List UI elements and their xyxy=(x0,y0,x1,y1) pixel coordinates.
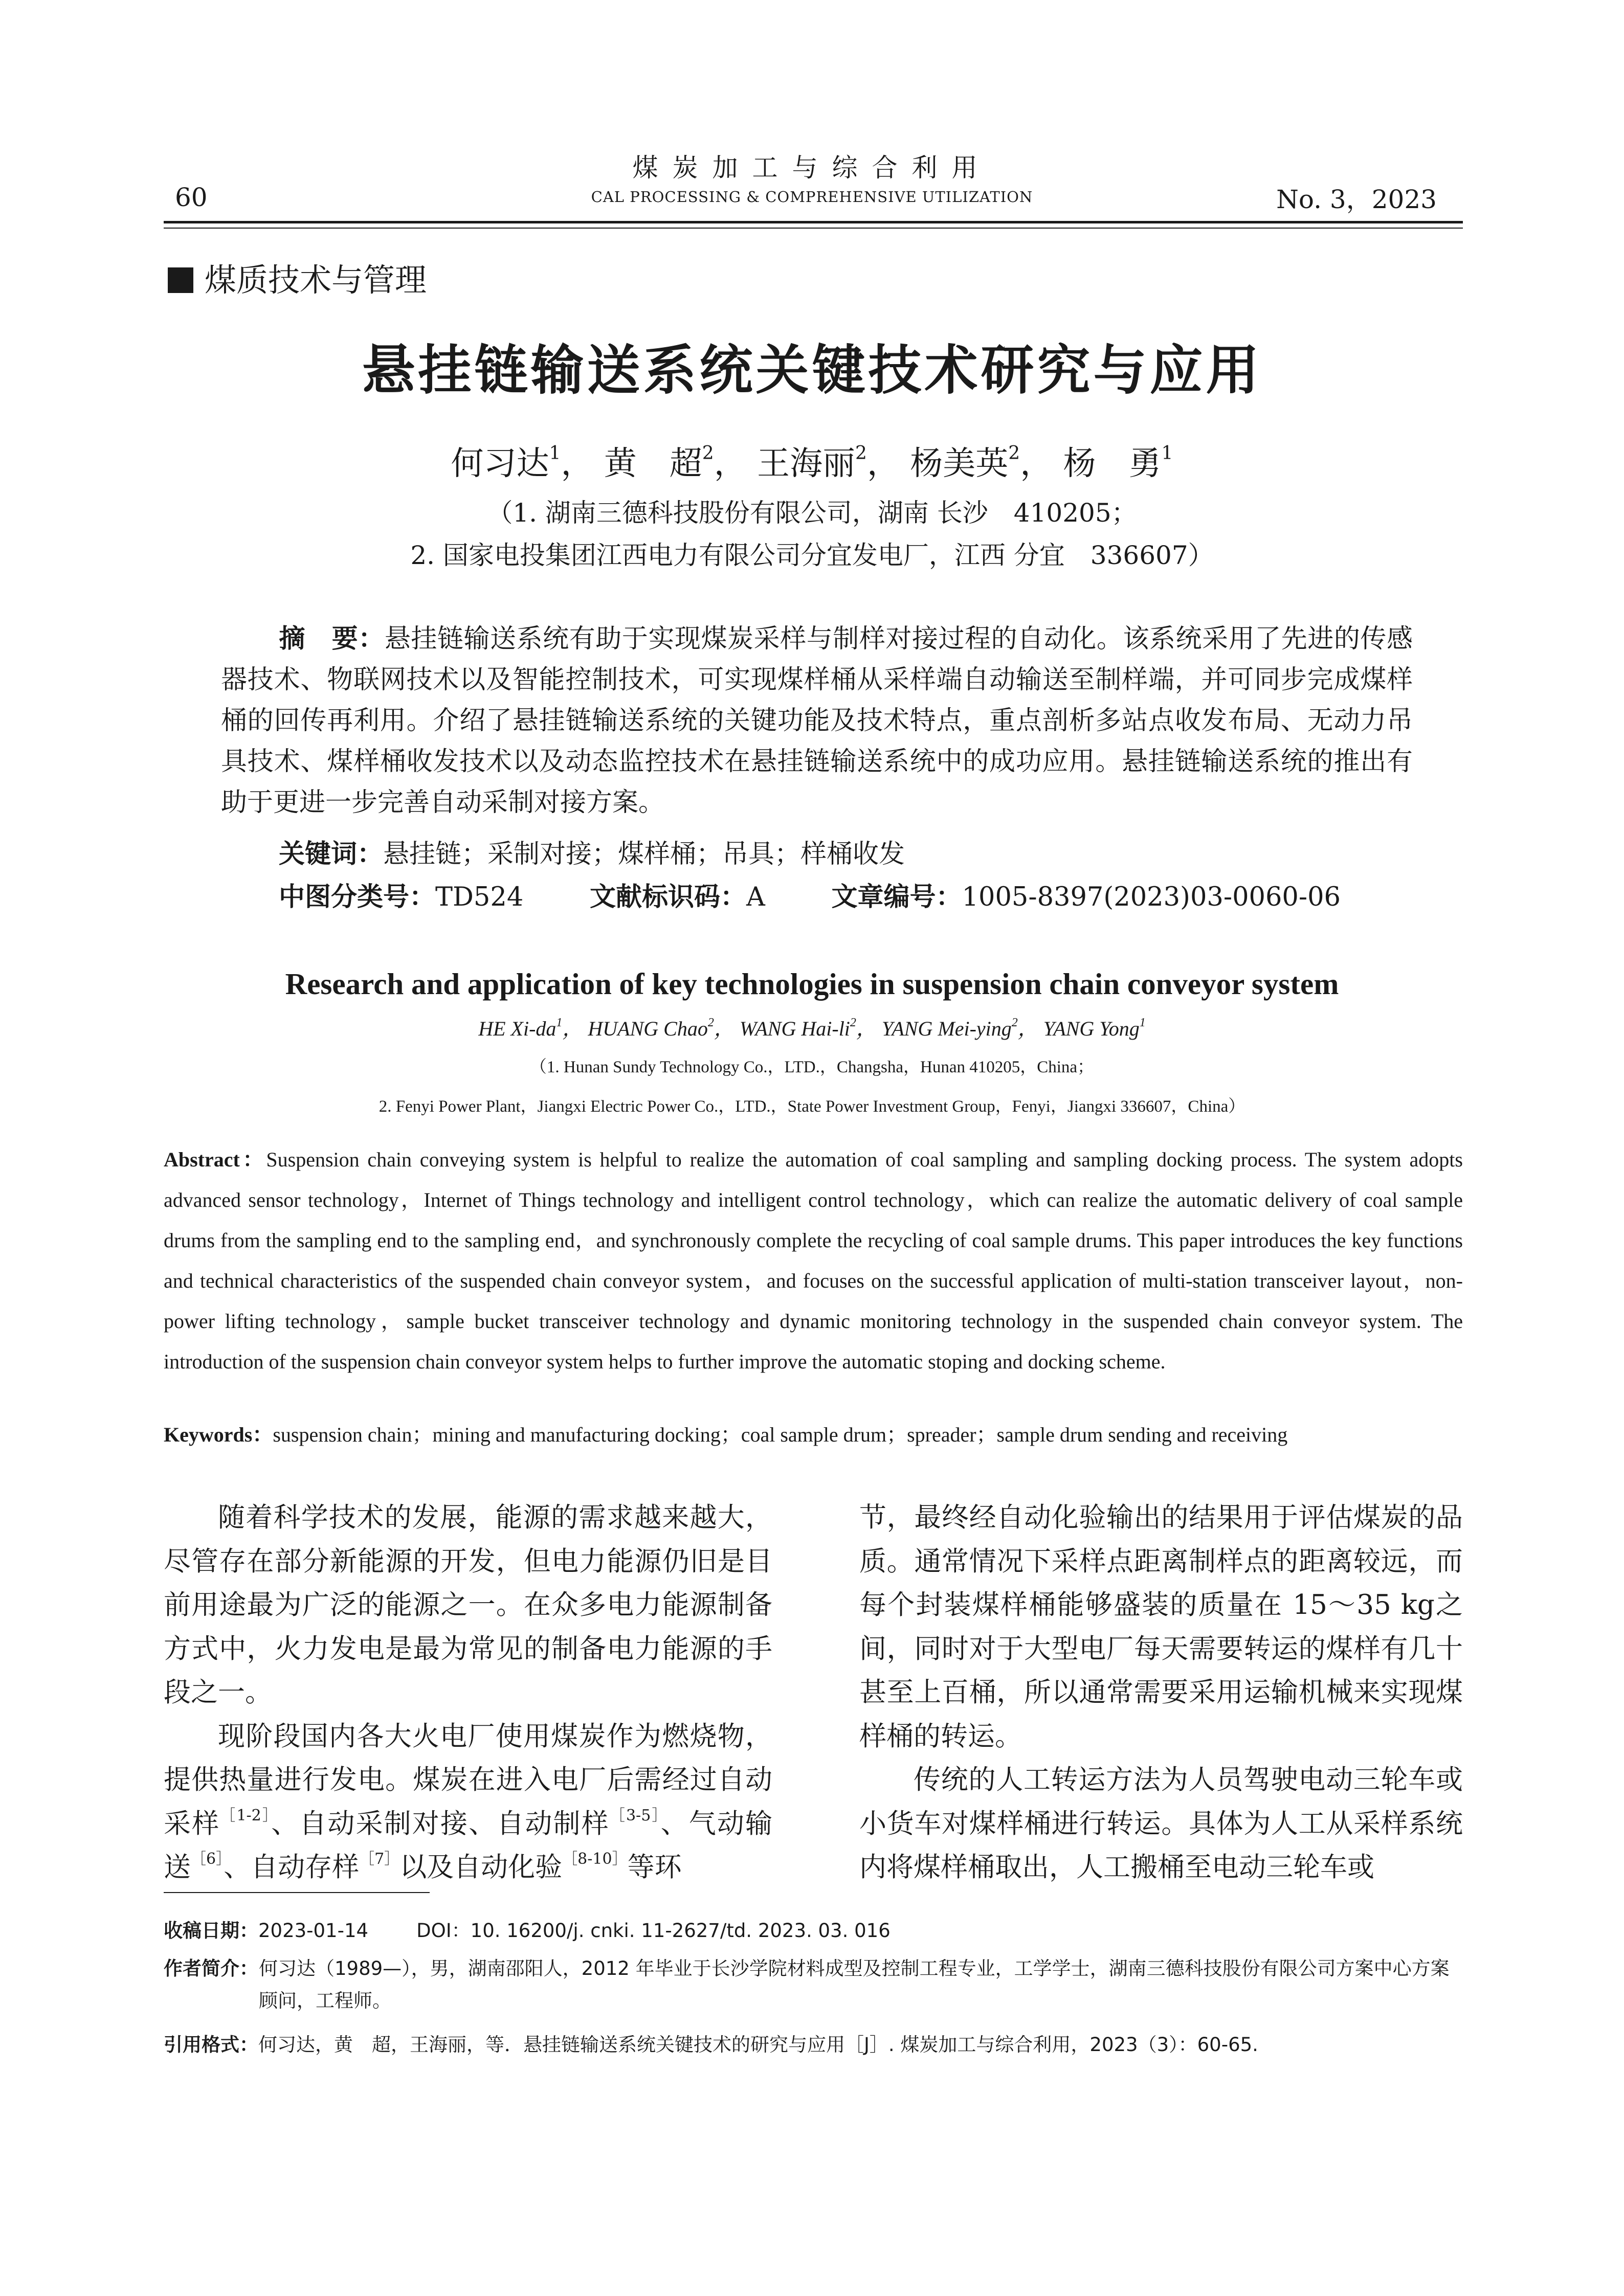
clc-value: TD524 xyxy=(435,882,524,912)
author-name-en: HE Xi-da xyxy=(478,1017,557,1040)
affiliation-en-2: 2. Fenyi Power Plant，Jiangxi Electric Power Co.，LTD.，State Power Investment Group，Fenyi，Jiangxi 336607，China） xyxy=(379,1097,1245,1116)
article-number-value: 1005-8397(2023)03-0060-06 xyxy=(962,882,1341,912)
author-separator-en: ， xyxy=(856,1017,877,1040)
body-text-run: 现阶段国内各大火电厂使用煤炭作为燃烧物，提供热量进行发电。煤炭在进入电厂后需经过自动采样 xyxy=(164,1720,772,1839)
author-name: 杨美英 xyxy=(910,445,1009,483)
doi-value[interactable]: 10. 16200/j. cnki. 11-2627/td. 2023. 03. 016 xyxy=(470,1920,891,1942)
author-separator-en: ， xyxy=(1017,1017,1038,1040)
affiliation-cn-2: 2. 国家电投集团江西电力有限公司分宜发电厂，江西 分宜 336607） xyxy=(410,541,1214,570)
citation-format-text: 何习达，黄 超，王海丽，等．悬挂链输送系统关键技术的研究与应用［J］. 煤炭加工与综合利用，2023（3）：60-65. xyxy=(258,2034,1258,2056)
author-name: 王海丽 xyxy=(757,445,856,483)
author-separator: ， xyxy=(1020,445,1053,483)
author-affil-mark: 1 xyxy=(549,443,561,464)
author-list-cn xyxy=(0,437,1624,484)
author-affil-mark: 2 xyxy=(1008,443,1020,464)
author-name: 杨 勇 xyxy=(1063,445,1162,483)
author-separator-en: ， xyxy=(562,1017,583,1040)
journal-title-cn: 煤炭加工与综合利用 xyxy=(632,153,992,183)
body-column-right xyxy=(859,1496,1463,1889)
keywords-cn-text: 悬挂链；采制对接；煤样桶；吊具；样桶收发 xyxy=(383,839,905,869)
paper-title-en: Research and application of key technologies in suspension chain conveyor system xyxy=(285,967,1339,1001)
keywords-cn-label: 关键词： xyxy=(279,839,384,869)
author-separator: ， xyxy=(866,445,900,483)
section-tag xyxy=(168,255,427,300)
article-number-label: 文章编号： xyxy=(831,882,962,912)
body-text-run: 以及自动化验 xyxy=(399,1852,563,1883)
citation-ref[interactable]: ［7］ xyxy=(359,1850,400,1868)
header-rule-thin xyxy=(164,228,1463,229)
author-name-en: WANG Hai-li xyxy=(739,1017,850,1040)
author-bio-text: 何习达（1989—），男，湖南邵阳人，2012 年毕业于长沙学院材料成型及控制工程专业，工学学士，湖南三德科技股份有限公司方案中心方案顾问，工程师。 xyxy=(259,1957,1450,2012)
doi-label: DOI： xyxy=(416,1920,471,1942)
doc-code-value: A xyxy=(746,882,765,912)
author-affil-mark: 2 xyxy=(702,443,714,464)
author-separator: ， xyxy=(714,445,747,483)
abstract-cn-text: 悬挂链输送系统有助于实现煤炭采样与制样对接过程的自动化。该系统采用了先进的传感器技术、物联网技术以及智能控制技术，可实现煤样桶从采样端自动输送至制样端，并可同步完成煤样桶的回传再利用。介绍了悬挂链输送系统的关键功能及技术特点，重点剖析多站点收发布局、无动力吊具技术、煤样桶收发技术以及动态监控技术在悬挂链输送系统中的成功应用。悬挂链输送系统的推出有助于更进一步完善自动采制对接方案。 xyxy=(221,624,1413,818)
author-affil-mark-en: 2 xyxy=(850,1016,856,1029)
author-affil-mark-en: 1 xyxy=(556,1016,563,1029)
citation-ref[interactable]: ［8-10］ xyxy=(562,1850,628,1868)
body-paragraph xyxy=(164,1715,772,1889)
abstract-en xyxy=(164,1139,1463,1382)
author-affil-mark-en: 1 xyxy=(1139,1016,1146,1029)
footnote-rule xyxy=(164,1892,430,1893)
body-text-run: 、自动存样 xyxy=(224,1852,360,1883)
author-affil-mark-en: 2 xyxy=(1011,1016,1018,1029)
received-date: 2023-01-14 xyxy=(258,1920,369,1942)
citation-format xyxy=(164,2029,1258,2057)
body-text-run: 等环 xyxy=(627,1852,682,1883)
author-name: 何习达 xyxy=(451,445,549,483)
author-name-en: YANG Yong xyxy=(1043,1017,1140,1040)
affiliation-cn-1: （1. 湖南三德科技股份有限公司，湖南 长沙 410205； xyxy=(487,498,1137,528)
section-label: 煤质技术与管理 xyxy=(205,261,427,299)
author-name-en: HUANG Chao xyxy=(588,1017,708,1040)
keywords-cn xyxy=(279,832,905,870)
journal-title-en: CAL PROCESSING & COMPREHENSIVE UTILIZATION xyxy=(591,188,1033,206)
square-bullet-icon xyxy=(168,267,193,293)
doc-code-label: 文献标识码： xyxy=(589,882,746,912)
classification-line xyxy=(279,875,1341,913)
keywords-en xyxy=(164,1419,1463,1448)
received-date-line xyxy=(164,1915,891,1943)
keywords-en-text: suspension chain；mining and manufacturing docking；coal sample drum；spreader；sample drum sending and receiving xyxy=(273,1423,1288,1446)
issue-number: No. 3，2023 xyxy=(1276,185,1437,214)
abstract-en-text: Suspension chain conveying system is helpful to realize the automation of coal sampling and sampling docking process. The system adopts advanced sensor technology，Internet of Things technology and intelligent control technology，which can realize the automatic delivery of coal sample drums from the sampling end to the sampling end，and synchronously complete the recycling of coal sample drums. This paper introduces the key functions and technical characteristics of the suspended chain conveyor system，and focuses on the successful application of multi-station transceiver layout，non-power lifting technology，sample bucket transceiver technology and dynamic monitoring technology in the suspended chain conveyor system. The introduction of the suspension chain conveyor system helps to further improve the automatic stoping and docking scheme. xyxy=(164,1148,1463,1373)
affiliation-en-1: （1. Hunan Sundy Technology Co.，LTD.，Changsha，Hunan 410205，China； xyxy=(529,1058,1095,1076)
abstract-cn xyxy=(221,619,1413,823)
author-separator: ， xyxy=(561,445,594,483)
author-bio xyxy=(164,1952,1463,2017)
author-affil-mark-en: 2 xyxy=(707,1016,714,1029)
author-list-en xyxy=(0,1012,1624,1042)
paper-title-cn: 悬挂链输送系统关键技术研究与应用 xyxy=(362,339,1262,401)
author-separator-en: ， xyxy=(714,1017,735,1040)
author-affil-mark: 1 xyxy=(1161,443,1173,464)
body-text-run: 、自动采制对接、自动制样 xyxy=(271,1808,610,1839)
author-bio-label: 作者简介： xyxy=(164,1957,258,1979)
abstract-cn-label: 摘 要： xyxy=(279,624,385,654)
abstract-en-label: Abstract： xyxy=(164,1148,266,1171)
author-affil-mark: 2 xyxy=(855,443,867,464)
keywords-en-label: Keywords： xyxy=(164,1423,273,1446)
author-name-en: YANG Mei-ying xyxy=(881,1017,1012,1040)
citation-ref[interactable]: ［1-2］ xyxy=(220,1806,272,1825)
body-text-run: 、气动输送 xyxy=(164,1808,773,1883)
body-paragraph: 节，最终经自动化验输出的结果用于评估煤炭的品质。通常情况下采样点距离制样点的距离较远，而每个封装煤样桶能够盛装的质量在 15～35 kg之间，同时对于大型电厂每天需要转运的煤样有几十甚至上百桶，所以通常需要采用运输机械来实现煤样桶的转运。 xyxy=(859,1502,1463,1752)
body-paragraph: 随着科学技术的发展，能源的需求越来越大，尽管存在部分新能源的开发，但电力能源仍旧是目前用途最为广泛的能源之一。在众多电力能源制备方式中，火力发电是最为常见的制备电力能源的手段之一。 xyxy=(164,1502,772,1708)
body-column-left xyxy=(164,1496,772,1889)
received-label: 收稿日期： xyxy=(164,1920,258,1942)
page-number: 60 xyxy=(175,183,208,212)
citation-format-label: 引用格式： xyxy=(164,2034,258,2056)
clc-label: 中图分类号： xyxy=(279,882,436,912)
citation-ref[interactable]: ［6］ xyxy=(191,1850,224,1868)
citation-ref[interactable]: ［3-5］ xyxy=(609,1806,661,1825)
header-rule-thick xyxy=(164,221,1463,223)
body-paragraph: 传统的人工转运方法为人员驾驶电动三轮车或小货车对煤样桶进行转运。具体为人工从采样系统内将煤样桶取出，人工搬桶至电动三轮车或 xyxy=(859,1764,1463,1883)
author-name: 黄 超 xyxy=(604,445,702,483)
